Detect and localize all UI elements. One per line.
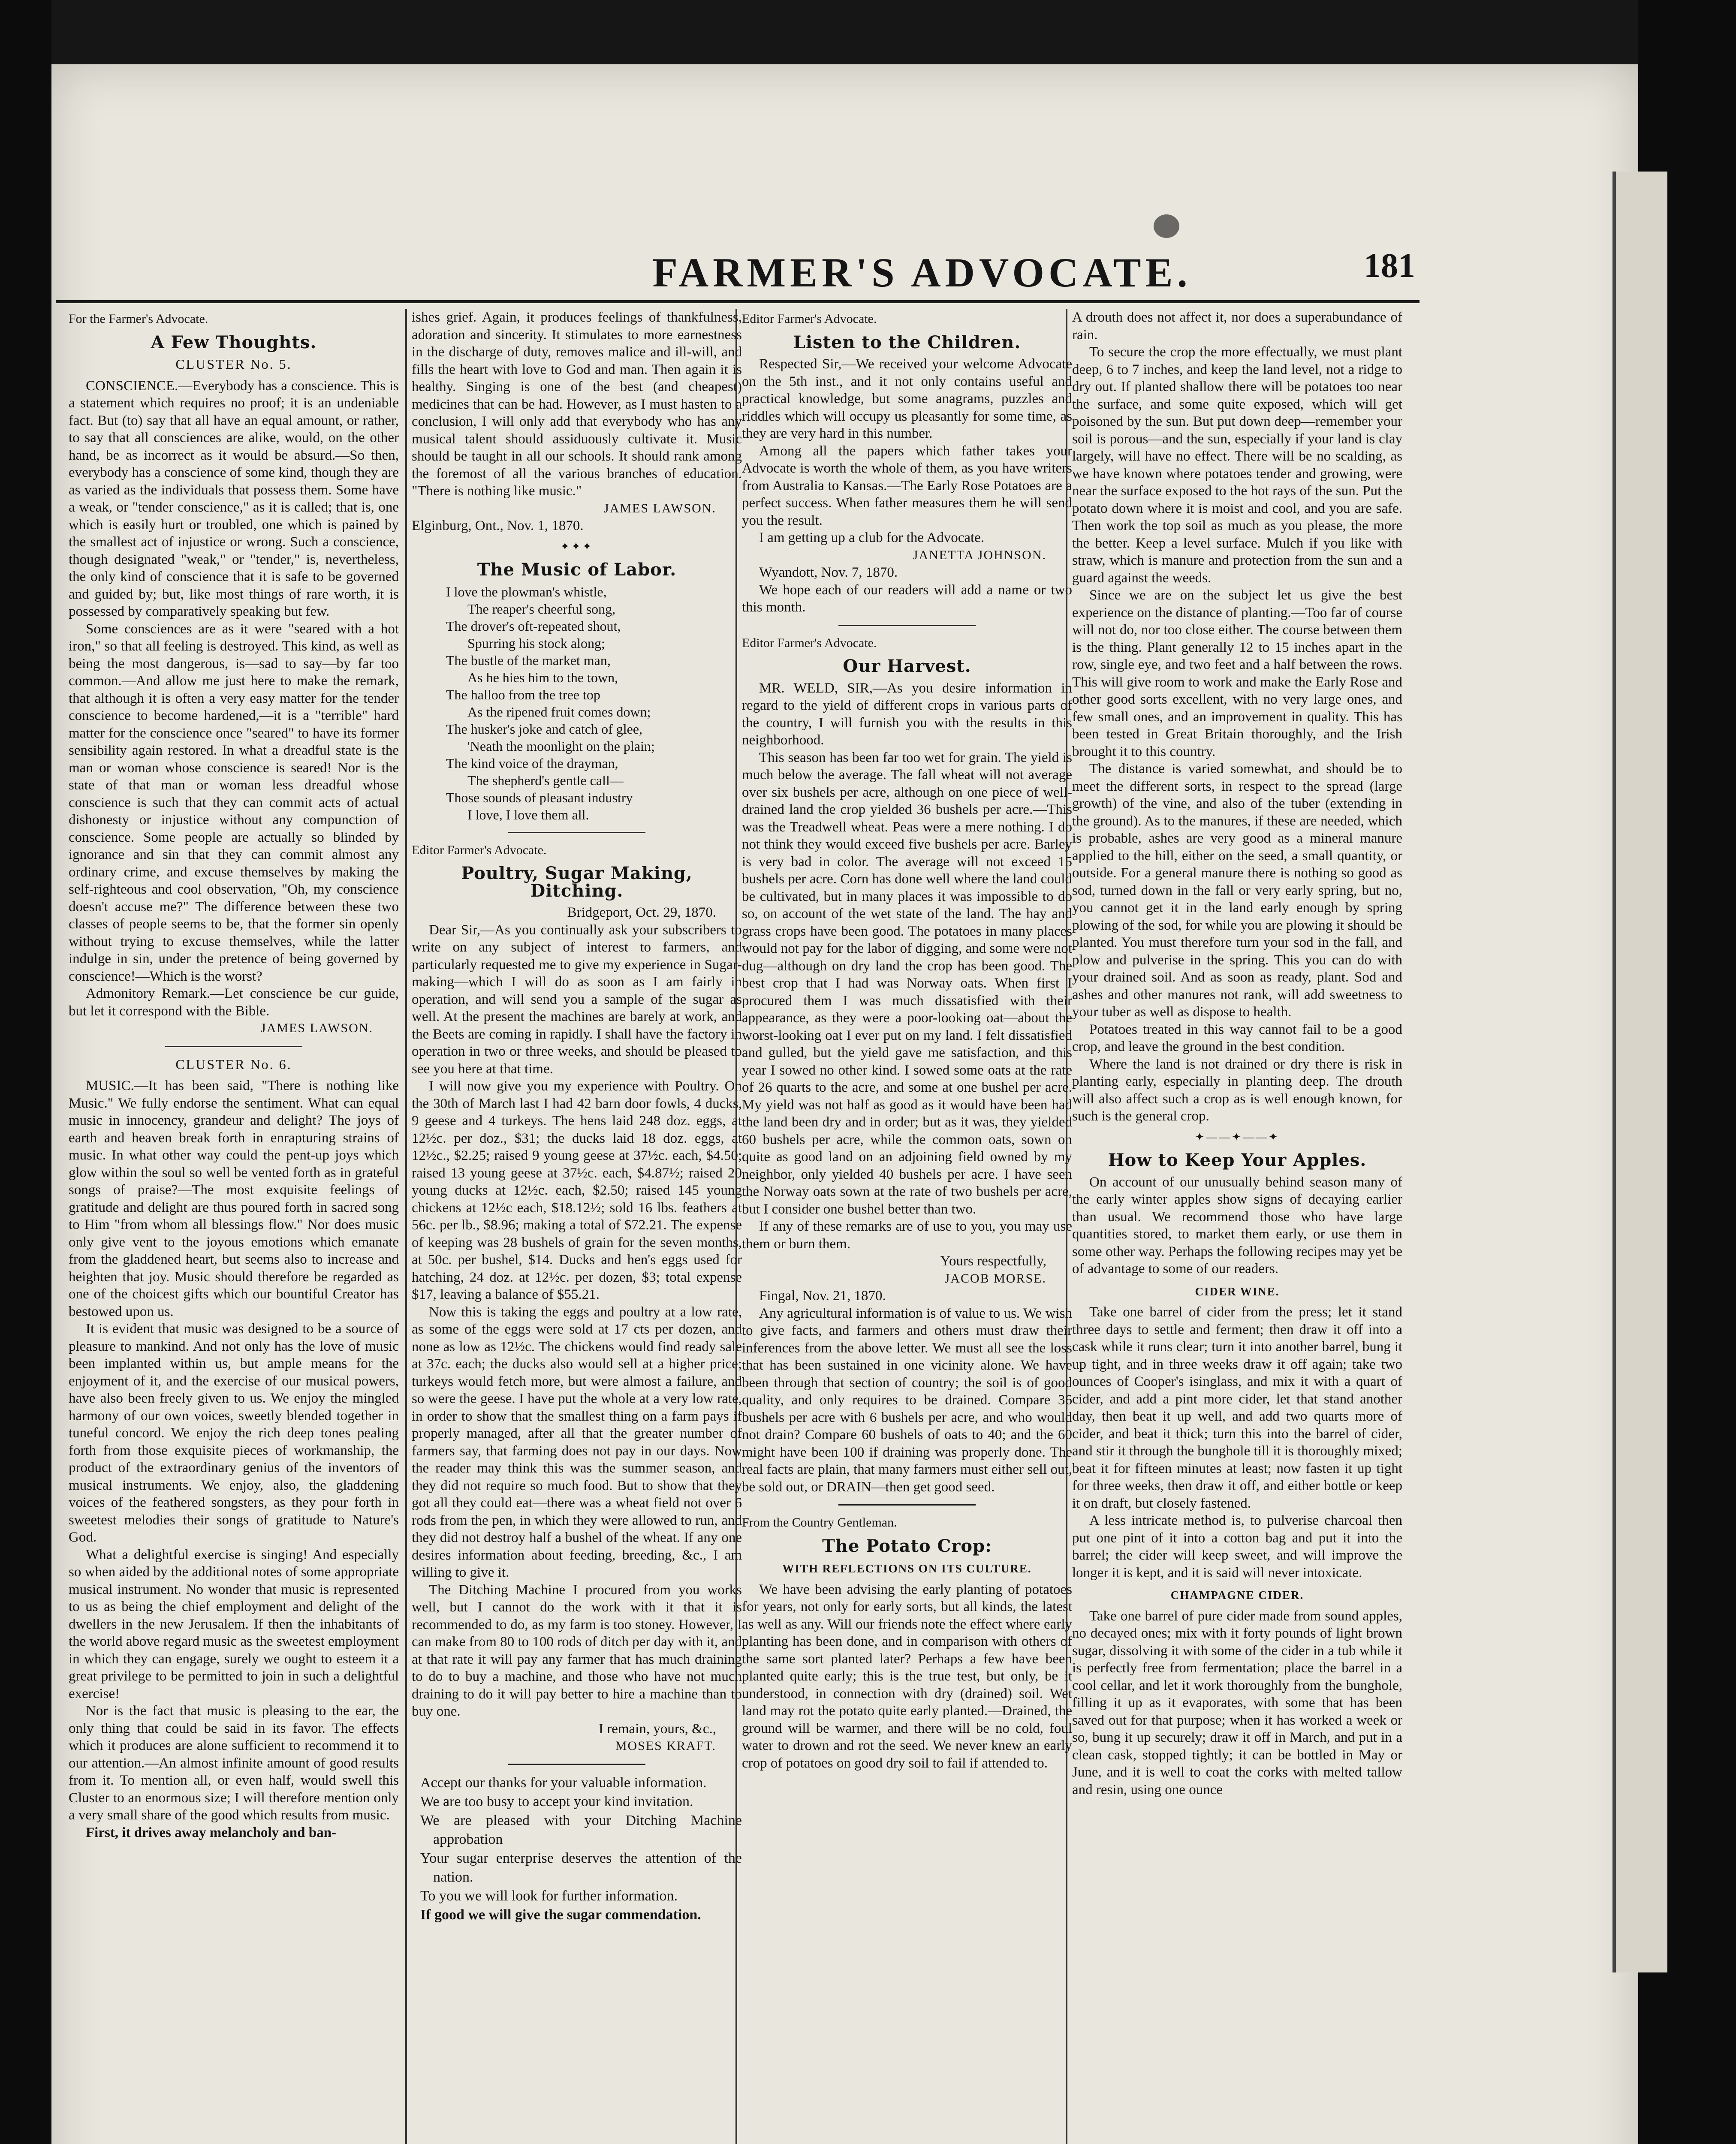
editor-reply-line: To you we will look for further information. — [420, 1888, 678, 1904]
paragraph: A less intricate method is, to pulverise charcoal then put one pint of it into a cotton bag and put it into the barrel; the cider will keep sweet, and will improve the longer it is kept, and it is said will never intoxicate. — [1072, 1513, 1402, 1581]
editor-reply-line: If good we will give the sugar commendation. — [420, 1906, 701, 1923]
author-signature: JAMES LAWSON. — [261, 1021, 373, 1035]
closing: Yours respectfully, — [940, 1253, 1046, 1269]
article-label: From the Country Gentleman. — [742, 1515, 897, 1530]
poem-line: I love, I love them all. — [467, 807, 589, 822]
paragraph: Take one barrel of cider from the press; let it stand three days to settle and ferment; then draw it off into a cask while it runs clear; turn it into another barrel, bung it up tight, and in three weeks draw it off again; take two ounces of Cooper's isinglass, and mix it with a quart of cider, and add a pint more cider, let that stand another day, then beat it up well, and add two quarts more of cider, and beat it thick; turn this into the barrel of cider, and stir it through the bunghole till it is thoroughly mixed; beat it for fifteen minutes at least; now fasten it up tight for three weeks, then draw it off, and either bottle or keep it on draft, but closely fastened. — [1072, 1304, 1402, 1511]
ink-blot — [1154, 214, 1179, 238]
poem-line: Spurring his stock along; — [467, 635, 605, 651]
paragraph: Among all the papers which father takes your Advocate is worth the whole of them, as you have writers from Australia to Kansas.—The Early Rose Potatoes are a perfect success. When father measures them he will send you the result. — [742, 443, 1072, 528]
separator-rule — [508, 832, 645, 833]
poem-line: The reaper's cheerful song, — [467, 601, 616, 617]
poem-line: The husker's joke and catch of glee, — [446, 721, 643, 737]
article-label: Editor Farmer's Advocate. — [742, 635, 877, 650]
page-edge — [1612, 172, 1667, 1972]
author-signature: JAMES LAWSON. — [604, 501, 716, 515]
paragraph: MR. WELD, SIR,—As you desire information in regard to the yield of different crops in various parts of the country, I will furnish you with the results in this neighborhood. — [742, 680, 1072, 748]
author-signature: MOSES KRAFT. — [615, 1739, 716, 1753]
paragraph: The distance is varied somewhat, and should be to meet the different sorts, in respect to the spread (large growth) of the vine, and also of the tuber (extending in the ground). As to the manures, if these are needed, which is probable, ashes are very good as a mineral manure applied to the hill, either on the seed, a small quantity, or outside. For a general manure there is nothing so good as sod, turned down in the fall or very early spring, but no, you cannot get it in the land early enough by spring plowing of the sod, for while you are plowing it should be planted. You must therefore turn your sod in the fall, and plow and pulverise in the spring. This you can do with your drained soil. And as soon as ready, plant. Sod and ashes and other manures not rank, will add sweetness to your tuber as well as dispose to health. — [1072, 761, 1402, 1020]
recipe-heading: CHAMPAGNE CIDER. — [1170, 1589, 1304, 1602]
paragraph: Nor is the fact that music is pleasing to the ear, the only thing that could be said in its favor. The effects which it produces are alone sufficient to recommend it to our attention.—An almost infinite amount of good results from it. To mention all, or even half, would swell this Cluster to an enormous size; I will therefore mention only a very small share of the good which results from music. — [69, 1703, 399, 1823]
column-3 — [742, 309, 1072, 2144]
article-title: Our Harvest. — [843, 656, 971, 676]
paragraph: ishes grief. Again, it produces feelings of thankfulness, adoration and sincerity. It stimulates to more earnestness in the discharge of duty, removes malice and ill-will, and fills the heart with love to God and man. Then again it is healthy. Singing is one of the best (and cheapest) medicines that can be had. However, as I must hasten to a conclusion, I will only add that everybody who has any musical talent should assiduously cultivate it. Music should be taught in all our schools. It should rank among the foremost of all the various branches of education. "There is nothing like music." — [412, 310, 742, 499]
paragraph: Some consciences are as it were "seared with a hot iron," so that all feeling is destroyed. This kind, as well as being the most dangerous, is—sad to say—by far too common.—And allow me just here to make the remark, that although it is often a very easy matter for the tender conscience to become hardened,—it is a "terrible" hard matter for the conscience once "seared" to have its former sensibility again restored. In what a dreadful state is the man or woman whose conscience is seared! Nor is the state of that man or woman less dreadful whose conscience is such that they can commit acts of actual dishonesty or injustice without any compunction of conscience. Some people are actually so blinded by ignorance and sin that they can commit almost any ordinary crime, and excuse themselves by making the self-righteous and cool observation, "Oh, my conscience doesn't accuse me?" The difference between these two classes of people seems to be, that the former sin openly without trying to excuse themselves, while the latter indulge in sin, under the pretence of being governed by conscience!—Which is the worst? — [69, 621, 399, 984]
poem-line: I love the plowman's whistle, — [446, 584, 607, 599]
dateline: Wyandott, Nov. 7, 1870. — [759, 565, 898, 580]
paragraph: It is evident that music was designed to be a source of pleasure to mankind. And not only has the love of music been implanted within us, but ample means for the enjoyment of it, and the exercise of our musical powers, have also been freely given to us. We enjoy the mingled harmony of our own voices, sweetly blended together in tuneful concord. We enjoy the rich deep tones pealing forth from those exquisite pieces of workmanship, the product of the extraordinary genius of the inventors of musical instruments. We enjoy, also, the gladdening voices of the feathered songsters, as they pour forth in sweetest melodies their songs of gratitude to Nature's God. — [69, 1321, 399, 1545]
paragraph: I will now give you my experience with Poultry. On the 30th of March last I had 42 barn door fowls, 4 ducks, 9 geese and 4 turkeys. The hens laid 248 doz. eggs, at 12½c. per doz., $31; the ducks laid 18 doz. eggs, at 12½c., $2.25; raised 9 young geese at 37½c. each, $4.50; raised 13 young geese at 37½c. each, $4.87½; raised 20 young ducks at 12½c. each, $2.50; raised 145 young chickens at 12½c each, $18.12½; sold 16 lbs. feathers at 56c. per lb., $8.96; making a total of $72.21. The expense of keeping was 28 bushels of grain for the seven months, at 50c. per bushel, $14. Ducks and hen's eggs used for hatching, 24 doz. at 12½c. per dozen, $3; total expense $17, leaving a balance of $55.21. — [412, 1078, 742, 1302]
article-title: The Potato Crop: — [822, 1536, 992, 1556]
column-1 — [69, 309, 399, 2144]
poem-line: The kind voice of the drayman, — [446, 755, 618, 771]
poem-line: The drover's oft-repeated shout, — [446, 618, 621, 634]
poem-line: The bustle of the market man, — [446, 652, 611, 668]
paragraph: Since we are on the subject let us give the best experience on the distance of planting.—Too far of course will not do, nor too close either. The course between them is the thing. Plant generally 12 to 15 inches apart in the row, single eye, and two feet and a half between the rows. This will give room to work and make the Early Rose and other good sorts excellent, with no very large ones, and few small ones, and an improvement in quality. This has been tested in Great Britain thoroughly, and the Irish brought it to this country. — [1072, 587, 1402, 759]
masthead-title: FARMER'S ADVOCATE. — [652, 250, 1192, 295]
article-label: Editor Farmer's Advocate. — [742, 312, 877, 326]
separator-rule — [165, 1046, 302, 1047]
paragraph: Admonitory Remark.—Let conscience be cur guide, but let it correspond with the Bible. — [69, 986, 399, 1019]
editor-reply-line: We are pleased with your Ditching Machine approbation — [420, 1812, 742, 1847]
separator-rule — [838, 625, 976, 626]
paragraph: Take one barrel of pure cider made from sound apples, no decayed ones; mix with it forty pounds of light brown sugar, dissolving it with some of the cider in a tub while it is perfectly free from fermentation; place the barrel in a cool cellar, and let it work thoroughly from the bunghole, filling it up as it evaporates, with some that has been saved out for that purpose; when it has worked a week or so, bung it up securely; draw it off in March, and put in a clean cask, stopped tightly; it can be bottled in May or June, and it is well to coat the corks with melted tallow and resin, using one ounce — [1072, 1608, 1402, 1798]
paragraph: A drouth does not affect it, nor does a superabundance of rain. — [1072, 310, 1402, 343]
editor-reply-line: Your sugar enterprise deserves the attention of the nation. — [420, 1850, 742, 1885]
section-heading: CLUSTER No. 6. — [175, 1056, 292, 1072]
column-4 — [1072, 309, 1402, 2144]
paragraph: This season has been far too wet for grain. The yield is much below the average. The fall wheat will not average over six bushels per acre, although on one piece of well-drained land the crop yielded 36 bushels per acre.—This was the Treadwell wheat. Peas were a mere nothing. I do not think they would exceed five bushels per acre. Barley is very bad in color. The average will not exceed 15 bushels per acre. Corn has done well where the land could be cultivated, but in many places it was impossible to do so, on account of the wet state of the land. The hay and grass crops have been good. The potatoes in many places would not pay for the labor of digging, and some were not dug—although on dry land the crop has been good. The best crop that I had was Norway oats. When first I procured them I was much dissatisfied with their appearance, as they were a poor-looking oat—about the worst-looking oat I ever put on my land. I felt dissatisfied and gulled, but the yield gave me satisfaction, and this year I sowed no other kind. I sowed some oats at the rate of 26 quarts to the acre, and some at one bushel per acre. My yield was not half as good as it would have been had the land been dry and in order; but as it was, they yielded 60 bushels per acre, while the common oats, sown on quite as good land on an adjoining field owned by my neighbor, only yielded 40 bushels per acre. I have seen the Norway oats sown at the rate of two bushels per acre, but I consider one bushel better than two. — [742, 750, 1072, 1217]
paragraph: Dear Sir,—As you continually ask your subscribers to write on any subject of interest to farmers, and particularly requested me to give my experience in Sugar-making—which I will do as soon as I am fairly in operation, and will send you a sample of the sugar as well. At the present the machines are barely at work, and the Beets are coming in rapidly. I shall have the factory in operation in two or three weeks, and should be pleased to see you here at that time. — [412, 922, 742, 1077]
paragraph: What a delightful exercise is singing! And especially so when aided by the additional notes of some appropriate musical instrument. No wonder that music is represented to us as being the chief employment and delight of the dwellers in the new Jerusalem. If then the inhabitants of the world above regard music as the sweetest employment in which they can engage, surely we ought to esteem it a great privilege to be permitted to join in such a delightful exercise! — [69, 1547, 399, 1701]
paragraph: Potatoes treated in this way cannot fail to be a good crop, and leave the ground in the best condition. — [1072, 1021, 1402, 1054]
paragraph: We hope each of our readers will add a name or two this month. — [742, 582, 1072, 615]
dateline: Elginburg, Ont., Nov. 1, 1870. — [412, 518, 584, 533]
paragraph: Respected Sir,—We received your welcome Advocate on the 5th inst., and it not only contains useful and practical knowledge, but some anagrams, puzzles and riddles which will occupy us pleasantly for some time, as they are very hard in this number. — [742, 356, 1072, 441]
masthead-rule — [56, 300, 1420, 303]
article-subtitle: WITH REFLECTIONS ON ITS CULTURE. — [782, 1562, 1032, 1575]
author-signature: JACOB MORSE. — [944, 1271, 1046, 1286]
paragraph: We have been advising the early planting of potatoes for years, not only for early sorts, but all kinds, the latest as well as any. Will our friends note the effect where early planting has been done, and in comparison with others of the same sort planted later? Perhaps a few have been planted quite early; this is the true test, but only, be it understood, in connection with dry (drained) soil. Wet land may rot the potato quite early planted.—Drained, the ground will be warmer, and there will be no cold, foul water to drown and rot the seed. We never knew an early crop of potatoes on good dry soil to fail if attended to. — [742, 1581, 1072, 1771]
paragraph: CONSCIENCE.—Everybody has a conscience. This is a statement which requires no proof; it is an undeniable fact. But (to) say that all have an equal amount, or rather, to say that all consciences are alike, would, on the other hand, be as incorrect as it would be absurd.—So then, everybody has a conscience of some kind, though they are as varied as the individuals that possess them. Some have a weak, or "tender conscience," as it is called; that is, one which is easily hurt or troubled, one which is pained by the smallest act of injustice or wrong. Such a conscience, though designated "weak," or "tender," is, nevertheless, the only kind of conscience that it is safe to be governed and guided by; but, like most things of rare worth, it is possessed by comparatively speaking but few. — [69, 378, 399, 619]
article-title: Listen to the Children. — [793, 332, 1021, 352]
poem-line: The shepherd's gentle call— — [467, 772, 624, 788]
article-label: Editor Farmer's Advocate. — [412, 843, 547, 857]
editor-reply-line: Accept our thanks for your valuable information. — [420, 1774, 707, 1791]
separator-rule — [838, 1504, 976, 1506]
top-dark-margin — [51, 0, 1638, 64]
editor-reply-line: We are too busy to accept your kind invitation. — [420, 1793, 693, 1810]
ornament: ✦✦✦ — [560, 540, 594, 553]
article-label: For the Farmer's Advocate. — [69, 312, 208, 326]
dateline: Bridgeport, Oct. 29, 1870. — [567, 905, 716, 920]
paragraph: MUSIC.—It has been said, "There is nothing like Music." We fully endorse the sentiment. What can equal music in innocency, grandeur and delight? The joys of earth and heaven break forth in enrapturing strains of music. In what other way could the pent-up joys which glow within the soul so well be vented forth as in grateful songs of praise?—The most exquisite feelings of gratitude and delight are thus poured forth in sacred song to Him "from whom all blessings flow." Nor does music only give vent to the joyous emotions which emanate from the gladdened heart, but seems also to increase and heighten that joy. Music should therefore be regarded as one of the choicest gifts which our bountiful Creator has bestowed upon us. — [69, 1078, 399, 1319]
recipe-heading: CIDER WINE. — [1195, 1285, 1280, 1298]
paragraph: If any of these remarks are of use to you, you may use them or burn them. — [742, 1219, 1072, 1252]
paragraph: The Ditching Machine I procured from you works well, but I cannot do the work with it that it is recommended to do, as my farm is too stoney. However, I can make from 80 to 100 rods of ditch per day with it, and at that rate it will pay any farmer that has much draining to do to buy a machine, and those who have not much draining to do it will pay better to hire a machine than to buy one. — [412, 1582, 742, 1719]
poem-line: Those sounds of pleasant industry — [446, 789, 633, 805]
article-title: A Few Thoughts. — [151, 332, 317, 352]
article-title: The Music of Labor. — [477, 560, 677, 580]
paragraph: On account of our unusually behind season many of the early winter apples show signs of decaying earlier than usual. We recommend those who have large quantities stored, to market them early, or use them in some other way. Perhaps the following recipes may yet be of advantage to some of our readers. — [1072, 1174, 1402, 1277]
paragraph: Where the land is not drained or dry there is risk in planting early, especially in planting deep. The drouth will also affect such a crop as is well enough known, for such is the general crop. — [1072, 1056, 1402, 1124]
column-divider — [405, 309, 407, 2144]
poem-line: 'Neath the moonlight on the plain; — [467, 738, 655, 754]
paragraph: I am getting up a club for the Advocate. — [759, 530, 985, 545]
section-heading: CLUSTER No. 5. — [175, 356, 292, 372]
page-number: 181 — [1364, 247, 1415, 285]
dateline: Fingal, Nov. 21, 1870. — [759, 1288, 886, 1304]
article-title: Poultry, Sugar Making, Ditching. — [461, 863, 693, 901]
ornament: ✦——✦——✦ — [1195, 1130, 1280, 1143]
poem-line: As the ripened fruit comes down; — [467, 704, 651, 720]
poem-line: As he hies him to the town, — [467, 669, 618, 685]
paragraph: First, it drives away melancholy and ban- — [86, 1825, 336, 1840]
closing: I remain, yours, &c., — [598, 1721, 716, 1737]
paragraph: To secure the crop the more effectually, we must plant deep, 6 to 7 inches, and keep the land level, not a ridge to dry out. If planted shallow there will be potatoes too near the surface, and some quite exposed, which will get poisoned by the sun. But put down deep—remember your soil is porous—and the sun, especially if your land is clay largely, will have no effect. There will be no scalding, as we have known where potatoes tender and growing, were near the surface exposed to the hot rays of the sun. Put the potato down where it is moist and cool, and you are safe. Then work the top soil as much as you please, the more the better. Keep a level surface. Mulch if you like with straw, which is manure and protection from the sun and a guard against the weeds. — [1072, 344, 1402, 586]
author-signature: JANETTA JOHNSON. — [913, 548, 1046, 562]
article-title: How to Keep Your Apples. — [1108, 1150, 1367, 1170]
paragraph: Any agricultural information is of value to us. We wish to give facts, and farmers and others must draw their inferences from the above letter. We must all see the loss that has been sustained in one vicinity alone. We have been through that section of country; the soil is of good quality, and only requires to be drained. Compare 36 bushels per acre with 6 bushels per acre, and who would not drain? Compare 60 bushels of oats to 40; and the 60 might have been 100 if draining was properly done. The real facts are plain, that many farmers must either sell out, be sold out, or DRAIN—then get good seed. — [742, 1305, 1072, 1495]
column-2 — [412, 309, 742, 2144]
poem-line: The halloo from the tree top — [446, 687, 600, 702]
paragraph: Now this is taking the eggs and poultry at a low rate, as some of the eggs were sold at 17 cts per dozen, and none as low as 12½c. The chickens would find ready sale at 37c. each; the ducks also would sell at a higher price; turkeys would fetch more, but were almost a failure, and so were the geese. I have put the whole at a very low rate, in order to show that the smallest thing on a farm pays if properly managed, after all that the greater number of farmers say, that farming does not pay in our days. Now the reader may think this was the summer season, and they did not require so much food. But to show that they got all they could eat—there was a wheat field not over 6 rods from the pen, in which they were allowed to run, and they did not destroy half a bushel of the wheat. If any one desires information about feeding, breeding, &c., I am willing to give it. — [412, 1304, 742, 1580]
separator-rule — [508, 1764, 645, 1765]
